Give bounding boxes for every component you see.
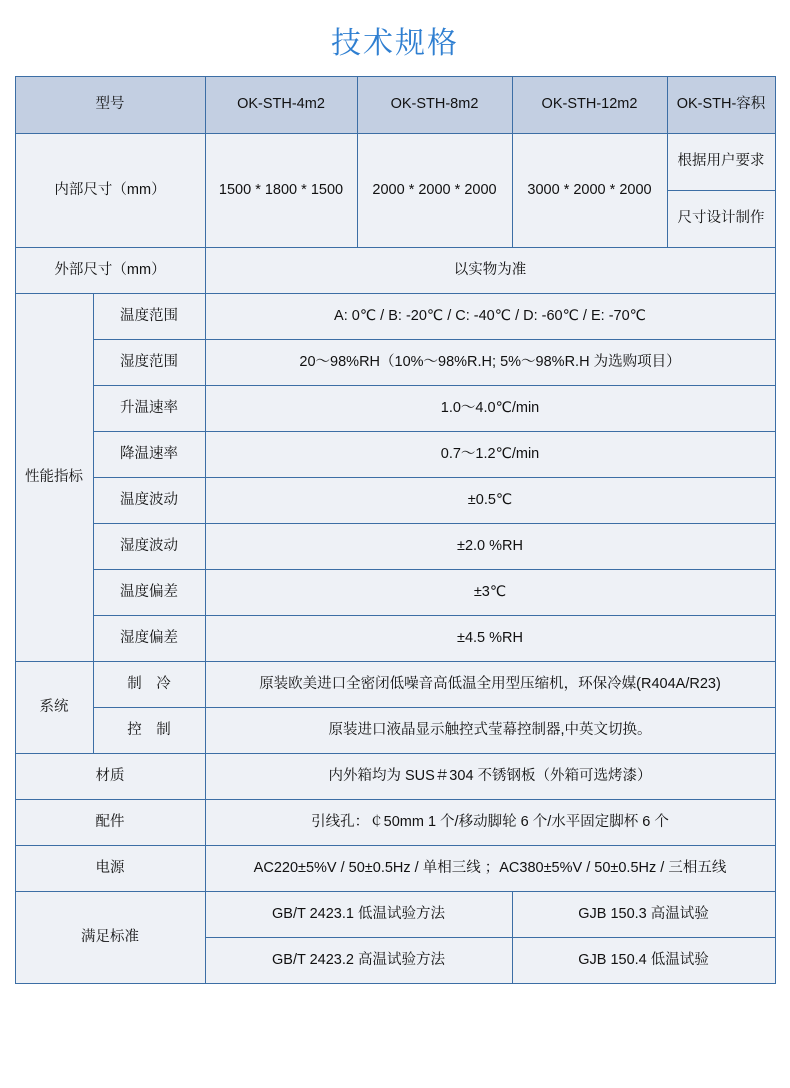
performance-row-value-7: ±4.5 %RH	[205, 616, 775, 662]
standards-row-left-0: GB/T 2423.1 低温试验方法	[205, 892, 512, 938]
performance-row-name-3: 降温速率	[93, 432, 205, 478]
header-model-1: OK-STH-4m2	[205, 77, 357, 134]
outer-size-value: 以实物为准	[205, 248, 775, 294]
performance-row-value-5: ±2.0 %RH	[205, 524, 775, 570]
table-row	[15, 662, 775, 708]
table-row	[15, 800, 775, 846]
standards-row-right-0: GJB 150.3 高温试验	[512, 892, 775, 938]
performance-label: 性能指标	[15, 294, 93, 662]
standards-label: 满足标准	[15, 892, 205, 984]
system-row-value-0: 原装欧美进口全密闭低噪音高低温全用型压缩机，环保冷媒(R404A/R23)	[205, 662, 775, 708]
table-row	[15, 846, 775, 892]
standards-row-right-1: GJB 150.4 低温试验	[512, 938, 775, 984]
header-model-3: OK-STH-12m2	[512, 77, 667, 134]
table-row	[15, 616, 775, 662]
table-row	[15, 892, 775, 938]
table-row	[15, 248, 775, 294]
table-row	[15, 432, 775, 478]
performance-row-name-2: 升温速率	[93, 386, 205, 432]
material-value: 内外箱均为 SUS＃304 不锈钢板（外箱可选烤漆）	[205, 754, 775, 800]
table-row	[15, 754, 775, 800]
inner-size-value-3: 3000 * 2000 * 2000	[512, 134, 667, 248]
power-label: 电源	[15, 846, 205, 892]
table-row	[15, 570, 775, 616]
performance-row-name-5: 湿度波动	[93, 524, 205, 570]
performance-row-value-4: ±0.5℃	[205, 478, 775, 524]
inner-size-custom-line-2: 尺寸设计制作	[667, 191, 775, 248]
power-value: AC220±5%V / 50±0.5Hz / 单相三线 ；AC380±5%V / 50±0.5Hz / 三相五线	[205, 846, 775, 892]
table-row	[15, 524, 775, 570]
performance-row-value-3: 0.7～1.2℃/min	[205, 432, 775, 478]
performance-row-name-6: 温度偏差	[93, 570, 205, 616]
system-row-name-1: 控 制	[93, 708, 205, 754]
specification-table	[15, 76, 776, 984]
performance-row-value-0: A: 0℃ / B: -20℃ / C: -40℃ / D: -60℃ / E: -70℃	[205, 294, 775, 340]
table-row	[15, 708, 775, 754]
accessories-value: 引线孔：￠50mm 1 个/移动脚轮 6 个/水平固定脚杯 6 个	[205, 800, 775, 846]
material-label: 材质	[15, 754, 205, 800]
table-row	[15, 134, 775, 191]
table-row	[15, 386, 775, 432]
table-row	[15, 294, 775, 340]
accessories-label: 配件	[15, 800, 205, 846]
header-model-label: 型号	[15, 77, 205, 134]
performance-row-value-6: ±3℃	[205, 570, 775, 616]
header-model-4: OK-STH-容积	[667, 77, 775, 134]
inner-size-label: 内部尺寸（mm）	[15, 134, 205, 248]
performance-row-value-1: 20～98%RH（10%～98%R.H; 5%～98%R.H 为选购项目）	[205, 340, 775, 386]
system-label: 系统	[15, 662, 93, 754]
performance-row-name-1: 湿度范围	[93, 340, 205, 386]
header-model-2: OK-STH-8m2	[357, 77, 512, 134]
standards-row-left-1: GB/T 2423.2 高温试验方法	[205, 938, 512, 984]
performance-row-name-7: 湿度偏差	[93, 616, 205, 662]
performance-row-name-4: 温度波动	[93, 478, 205, 524]
table-row	[15, 340, 775, 386]
inner-size-value-2: 2000 * 2000 * 2000	[357, 134, 512, 248]
table-header-row	[15, 77, 775, 134]
performance-row-value-2: 1.0～4.0℃/min	[205, 386, 775, 432]
performance-row-name-0: 温度范围	[93, 294, 205, 340]
system-row-value-1: 原装进口液晶显示触控式莹幕控制器,中英文切换。	[205, 708, 775, 754]
page-title: 技术规格	[331, 27, 459, 60]
inner-size-custom-line-1: 根据用户要求	[667, 134, 775, 191]
outer-size-label: 外部尺寸（mm）	[15, 248, 205, 294]
system-row-name-0: 制 冷	[93, 662, 205, 708]
table-row	[15, 478, 775, 524]
inner-size-value-1: 1500 * 1800 * 1500	[205, 134, 357, 248]
